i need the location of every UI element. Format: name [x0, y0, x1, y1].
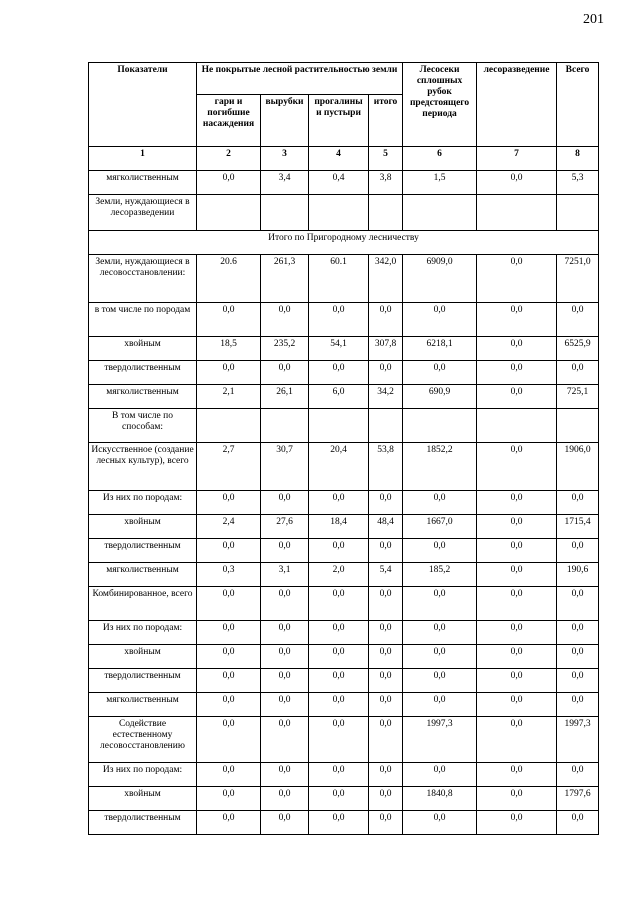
row-label: хвойным [89, 787, 197, 811]
cell-value: 0,0 [477, 811, 557, 835]
section-title: Итого по Пригородному лесничеству [89, 231, 599, 255]
row-label: мягколиственным [89, 563, 197, 587]
cell-value [197, 409, 261, 443]
table-row [89, 515, 599, 539]
cell-value: 0,0 [197, 717, 261, 763]
cell-value: 0,0 [369, 787, 403, 811]
cell-value: 235,2 [261, 337, 309, 361]
cell-value: 0,0 [477, 255, 557, 303]
cell-value: 0,0 [309, 491, 369, 515]
cell-value: 0,0 [403, 811, 477, 835]
cell-value: 0,0 [197, 669, 261, 693]
cell-value: 0,0 [477, 515, 557, 539]
row-label: мягколиственным [89, 693, 197, 717]
table-row [89, 587, 599, 621]
cell-value: 0,0 [557, 645, 599, 669]
cell-value: 190,6 [557, 563, 599, 587]
header-burnt-stands: гари и погибшие насаждения [197, 95, 261, 147]
cell-value: 6525,9 [557, 337, 599, 361]
cell-value: 0,4 [309, 171, 369, 195]
cell-value: 0,0 [261, 669, 309, 693]
cell-value: 30,7 [261, 443, 309, 491]
cell-value: 0,0 [369, 303, 403, 337]
cell-value: 3,1 [261, 563, 309, 587]
cell-value: 1667,0 [403, 515, 477, 539]
table-row [89, 303, 599, 337]
cell-value: 0,0 [261, 811, 309, 835]
cell-value [477, 409, 557, 443]
cell-value: 6909,0 [403, 255, 477, 303]
column-number-row [89, 147, 599, 171]
cell-value: 0,0 [369, 669, 403, 693]
cell-value: 0,0 [261, 587, 309, 621]
cell-value: 0,0 [369, 539, 403, 563]
cell-value: 1,5 [403, 171, 477, 195]
cell-value: 20,4 [309, 443, 369, 491]
cell-value: 0,0 [261, 787, 309, 811]
cell-value: 0,0 [369, 811, 403, 835]
cell-value: 0,0 [557, 811, 599, 835]
table-body-before [89, 171, 599, 231]
column-number: 3 [261, 147, 309, 171]
cell-value: 0,0 [477, 491, 557, 515]
cell-value: 0,0 [369, 693, 403, 717]
cell-value: 0,0 [197, 787, 261, 811]
cell-value [197, 195, 261, 231]
cell-value: 53,8 [369, 443, 403, 491]
cell-value: 0,0 [309, 811, 369, 835]
cell-value: 0,0 [403, 587, 477, 621]
cell-value: 0,0 [369, 587, 403, 621]
cell-value [557, 195, 599, 231]
cell-value: 18,4 [309, 515, 369, 539]
cell-value: 0,0 [261, 693, 309, 717]
cell-value [309, 409, 369, 443]
cell-value: 6218,1 [403, 337, 477, 361]
cell-value: 0,0 [197, 811, 261, 835]
table-row [89, 443, 599, 491]
cell-value: 307,8 [369, 337, 403, 361]
cell-value: 2,4 [197, 515, 261, 539]
table-row [89, 385, 599, 409]
row-label: мягколиственным [89, 171, 197, 195]
cell-value: 0,0 [477, 303, 557, 337]
cell-value [557, 409, 599, 443]
page-number: 201 [583, 12, 604, 27]
cell-value: 0,0 [403, 693, 477, 717]
cell-value [309, 195, 369, 231]
table-row [89, 337, 599, 361]
table-row [89, 563, 599, 587]
table-row [89, 361, 599, 385]
cell-value: 185,2 [403, 563, 477, 587]
header-glades: прогалины и пустыри [309, 95, 369, 147]
row-label: в том числе по породам [89, 303, 197, 337]
cell-value: 1906,0 [557, 443, 599, 491]
cell-value: 0,3 [197, 563, 261, 587]
cell-value: 0,0 [403, 669, 477, 693]
cell-value: 5,3 [557, 171, 599, 195]
cell-value: 0,0 [309, 645, 369, 669]
column-number: 8 [557, 147, 599, 171]
cell-value [261, 195, 309, 231]
cell-value: 0,0 [261, 763, 309, 787]
cell-value: 1997,3 [403, 717, 477, 763]
row-label: Искусственное (создание лесных культур), всего [89, 443, 197, 491]
section-row-group [89, 231, 599, 255]
row-label: мягколиственным [89, 385, 197, 409]
row-label: Комбинированное, всего [89, 587, 197, 621]
cell-value [261, 409, 309, 443]
row-label: хвойным [89, 337, 197, 361]
table-row [89, 669, 599, 693]
cell-value [403, 409, 477, 443]
cell-value: 0,0 [477, 337, 557, 361]
cell-value: 26,1 [261, 385, 309, 409]
cell-value: 0,0 [309, 669, 369, 693]
cell-value: 5,4 [369, 563, 403, 587]
cell-value [369, 409, 403, 443]
table-row [89, 409, 599, 443]
row-label: Земли, нуждающиеся в лесовосстановлении: [89, 255, 197, 303]
cell-value: 0,0 [403, 645, 477, 669]
cell-value: 0,0 [477, 693, 557, 717]
cell-value: 1840,8 [403, 787, 477, 811]
cell-value: 0,0 [369, 763, 403, 787]
cell-value: 0,0 [197, 587, 261, 621]
row-label: твердолиственным [89, 361, 197, 385]
cell-value: 0,0 [477, 763, 557, 787]
cell-value: 0,0 [403, 763, 477, 787]
cell-value: 0,0 [403, 361, 477, 385]
cell-value: 18,5 [197, 337, 261, 361]
cell-value: 0,0 [403, 621, 477, 645]
cell-value: 0,0 [557, 303, 599, 337]
cell-value: 1715,4 [557, 515, 599, 539]
row-label: хвойным [89, 515, 197, 539]
column-number: 1 [89, 147, 197, 171]
table-row [89, 255, 599, 303]
cell-value: 6,0 [309, 385, 369, 409]
cell-value: 0,0 [477, 385, 557, 409]
column-number: 6 [403, 147, 477, 171]
cell-value: 725,1 [557, 385, 599, 409]
cell-value: 0,0 [309, 787, 369, 811]
table-row [89, 717, 599, 763]
header-clearcut-sites: Лесосеки сплошных рубок предстоящего периода [403, 63, 477, 147]
table-row [89, 195, 599, 231]
cell-value: 0,0 [369, 717, 403, 763]
header-subtotal: итого [369, 95, 403, 147]
cell-value: 0,0 [557, 763, 599, 787]
cell-value: 0,0 [197, 645, 261, 669]
cell-value: 0,0 [557, 587, 599, 621]
cell-value: 0,0 [477, 361, 557, 385]
header-cuttings: вырубки [261, 95, 309, 147]
header-indicators: Показатели [89, 63, 197, 147]
cell-value: 0,0 [197, 621, 261, 645]
cell-value: 0,0 [369, 645, 403, 669]
cell-value: 0,0 [477, 443, 557, 491]
cell-value: 342,0 [369, 255, 403, 303]
table-row [89, 763, 599, 787]
table-row [89, 539, 599, 563]
cell-value: 0,0 [261, 361, 309, 385]
cell-value: 0,0 [477, 171, 557, 195]
cell-value: 60.1 [309, 255, 369, 303]
cell-value: 0,0 [403, 491, 477, 515]
cell-value: 0,0 [477, 645, 557, 669]
cell-value: 0,0 [309, 587, 369, 621]
cell-value: 0,0 [309, 763, 369, 787]
cell-value: 0,0 [477, 669, 557, 693]
cell-value: 0,0 [261, 717, 309, 763]
cell-value: 27,6 [261, 515, 309, 539]
cell-value: 0,0 [309, 621, 369, 645]
table-row [89, 811, 599, 835]
cell-value: 3,8 [369, 171, 403, 195]
cell-value: 2,1 [197, 385, 261, 409]
cell-value: 0,0 [477, 539, 557, 563]
forest-land-table [88, 62, 599, 835]
header-uncovered-lands: Не покрытые лесной растительностью земли [197, 63, 403, 95]
table-row [89, 693, 599, 717]
cell-value: 20.6 [197, 255, 261, 303]
row-label: твердолиственным [89, 811, 197, 835]
cell-value: 0,0 [197, 693, 261, 717]
cell-value: 0,0 [557, 361, 599, 385]
column-number: 2 [197, 147, 261, 171]
cell-value: 0,0 [197, 171, 261, 195]
cell-value [403, 195, 477, 231]
table-row [89, 787, 599, 811]
cell-value [477, 195, 557, 231]
row-label: хвойным [89, 645, 197, 669]
cell-value: 0,0 [261, 539, 309, 563]
cell-value: 2,0 [309, 563, 369, 587]
cell-value: 0,0 [403, 303, 477, 337]
header-afforestation: лесоразведение [477, 63, 557, 147]
cell-value: 261,3 [261, 255, 309, 303]
table-row [89, 645, 599, 669]
cell-value: 0,0 [369, 621, 403, 645]
cell-value: 0,0 [197, 491, 261, 515]
cell-value: 0,0 [309, 717, 369, 763]
header-total: Всего [557, 63, 599, 147]
row-label: Земли, нуждающиеся в лесоразведении [89, 195, 197, 231]
row-label: Из них по породам: [89, 621, 197, 645]
cell-value: 0,0 [557, 621, 599, 645]
cell-value: 0,0 [309, 361, 369, 385]
cell-value: 1852,2 [403, 443, 477, 491]
row-label: твердолиственным [89, 669, 197, 693]
cell-value: 7251,0 [557, 255, 599, 303]
cell-value: 1797,6 [557, 787, 599, 811]
cell-value: 1997,3 [557, 717, 599, 763]
cell-value: 0,0 [197, 303, 261, 337]
cell-value: 0,0 [477, 563, 557, 587]
cell-value: 0,0 [477, 787, 557, 811]
cell-value: 0,0 [369, 361, 403, 385]
cell-value: 0,0 [261, 491, 309, 515]
cell-value: 2,7 [197, 443, 261, 491]
cell-value: 0,0 [557, 693, 599, 717]
row-label: твердолиственным [89, 539, 197, 563]
cell-value: 3,4 [261, 171, 309, 195]
cell-value: 0,0 [261, 303, 309, 337]
cell-value: 54,1 [309, 337, 369, 361]
row-label: Из них по породам: [89, 491, 197, 515]
column-number: 7 [477, 147, 557, 171]
cell-value: 0,0 [477, 587, 557, 621]
cell-value [369, 195, 403, 231]
cell-value: 0,0 [309, 303, 369, 337]
cell-value: 0,0 [557, 491, 599, 515]
row-label: В том числе по способам: [89, 409, 197, 443]
table-row [89, 491, 599, 515]
cell-value: 0,0 [309, 539, 369, 563]
cell-value: 690,9 [403, 385, 477, 409]
table-row [89, 621, 599, 645]
cell-value: 0,0 [477, 621, 557, 645]
column-number: 4 [309, 147, 369, 171]
row-label: Из них по породам: [89, 763, 197, 787]
cell-value: 34,2 [369, 385, 403, 409]
cell-value: 0,0 [309, 693, 369, 717]
table-row [89, 171, 599, 195]
cell-value: 0,0 [197, 539, 261, 563]
row-label: Содействие естественному лесовосстановлению [89, 717, 197, 763]
cell-value: 0,0 [197, 361, 261, 385]
cell-value: 48,4 [369, 515, 403, 539]
cell-value: 0,0 [261, 645, 309, 669]
cell-value: 0,0 [197, 763, 261, 787]
cell-value: 0,0 [369, 491, 403, 515]
cell-value: 0,0 [403, 539, 477, 563]
cell-value: 0,0 [557, 539, 599, 563]
table-body-after [89, 255, 599, 835]
cell-value: 0,0 [477, 717, 557, 763]
cell-value: 0,0 [557, 669, 599, 693]
column-number: 5 [369, 147, 403, 171]
cell-value: 0,0 [261, 621, 309, 645]
